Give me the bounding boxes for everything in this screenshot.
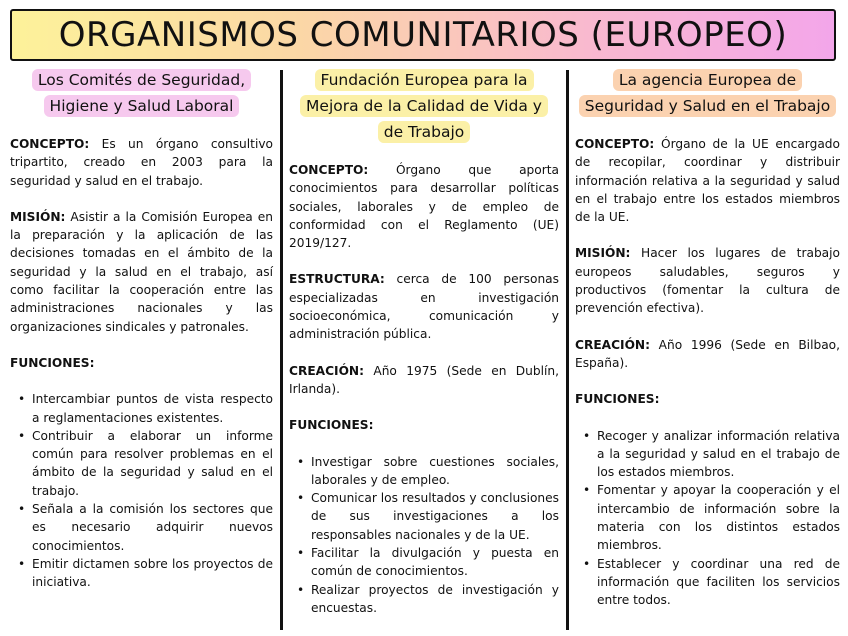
funciones-label: FUNCIONES: (10, 355, 95, 370)
mision-label: MISIÓN: (575, 246, 631, 261)
mision-text: Asistir a la Comisión Europea en la preparación y la aplicación de las decisiones tomadas en el ámbito de la seguridad y la salud en el trabajo, así como facilitar la cooperación entre las administraciones nacionales y las organizaciones sindicales y patronales. (10, 209, 273, 334)
estructura-text: cerca de 100 personas especializadas en investigación socioeconómica, comunicación y administración pública. (289, 272, 559, 342)
estructura-label: ESTRUCTURA: (289, 272, 385, 287)
column-body (10, 135, 273, 592)
list-item: • Contribuir a elaborar un informe común para resolver problemas en el ámbito de la seguridad y salud en el trabajo. (32, 427, 273, 500)
list-item: • Comunicar los resultados y conclusiones de sus investigaciones a los responsables nacionales y de la UE. (311, 489, 559, 544)
heading-line: Fundación Europea para la (315, 69, 534, 91)
heading-line: de Trabajo (378, 121, 471, 143)
creacion-text: Año 1996 (Sede en Bilbao, España). (575, 337, 840, 370)
list-item: • Establecer y coordinar una red de información que faciliten los servicios entre todos. (597, 555, 840, 610)
creacion-label: CREACIÓN: (575, 337, 650, 352)
heading-line: Seguridad y Salud en el Trabajo (579, 95, 836, 117)
concepto-paragraph (289, 161, 559, 252)
mision-text: Hacer los lugares de trabajo europeos saludables, seguros y productivos (fomentar la cultura de prevención efectiva). (575, 246, 840, 316)
funciones-label: FUNCIONES: (575, 392, 660, 407)
list-item: • Realizar proyectos de investigación y encuestas. (311, 581, 559, 618)
funciones-list (10, 390, 273, 591)
list-item: • Señala a la comisión los sectores que es necesario adquirir nuevos conocimientos. (32, 500, 273, 555)
column-body (575, 135, 840, 610)
column-heading (289, 67, 559, 145)
concepto-label: CONCEPTO: (10, 137, 90, 151)
page-title: ORGANISMOS COMUNITARIOS (EUROPEO) (58, 15, 788, 55)
column-divider (280, 70, 283, 630)
funciones-list (575, 427, 840, 610)
heading-line: Higiene y Salud Laboral (44, 95, 240, 117)
funciones-label: FUNCIONES: (289, 418, 374, 433)
list-item: • Recoger y analizar información relativa a la seguridad y salud en el trabajo de los estados miembros. (597, 427, 840, 482)
concepto-paragraph (10, 135, 273, 190)
column-heading (10, 67, 273, 119)
concepto-text: Órgano de la UE encargado de recopilar, coordinar y distribuir información relativa a la seguridad y salud en el trabajo entre los estados miembros de la UE. (575, 137, 840, 225)
column-body (289, 161, 559, 617)
column-heading (575, 67, 840, 119)
creacion-paragraph (289, 362, 559, 399)
heading-line: La agencia Europea de (613, 69, 802, 91)
funciones-list (289, 453, 559, 618)
creacion-text: Año 1975 (Sede en Dublín, Irlanda). (289, 363, 559, 396)
creacion-label: CREACIÓN: (289, 363, 364, 378)
list-item: • Emitir dictamen sobre los proyectos de iniciativa. (32, 555, 273, 592)
column-fundacion (289, 67, 559, 617)
title-banner (10, 9, 836, 61)
concepto-text: Es un órgano consultivo tripartito, creado en 2003 para la seguridad y salud en el trabajo. (10, 137, 273, 188)
mision-label: MISIÓN: (10, 209, 66, 224)
list-item: • Facilitar la divulgación y puesta en común de conocimientos. (311, 544, 559, 581)
estructura-paragraph (289, 270, 559, 343)
column-comites (10, 67, 273, 592)
list-item: • Fomentar y apoyar la cooperación y el intercambio de información sobre la materia con los distintos estados miembros. (597, 481, 840, 554)
column-agencia (575, 67, 840, 610)
concepto-text: Órgano que aporta conocimientos para desarrollar políticas sociales, laborales y de empleo de conformidad con el Reglamento (UE) 2019/127. (289, 163, 559, 251)
creacion-paragraph (575, 336, 840, 373)
list-item: • Investigar sobre cuestiones sociales, laborales y de empleo. (311, 453, 559, 490)
list-item: • Intercambiar puntos de vista respecto a reglamentaciones existentes. (32, 390, 273, 427)
heading-line: Los Comités de Seguridad, (32, 69, 251, 91)
mision-paragraph (10, 208, 273, 336)
concepto-paragraph (575, 135, 840, 226)
concepto-label: CONCEPTO: (575, 137, 655, 151)
heading-line: Mejora de la Calidad de Vida y (300, 95, 548, 117)
concepto-label: CONCEPTO: (289, 163, 369, 177)
column-divider (566, 70, 569, 630)
mision-paragraph (575, 244, 840, 317)
